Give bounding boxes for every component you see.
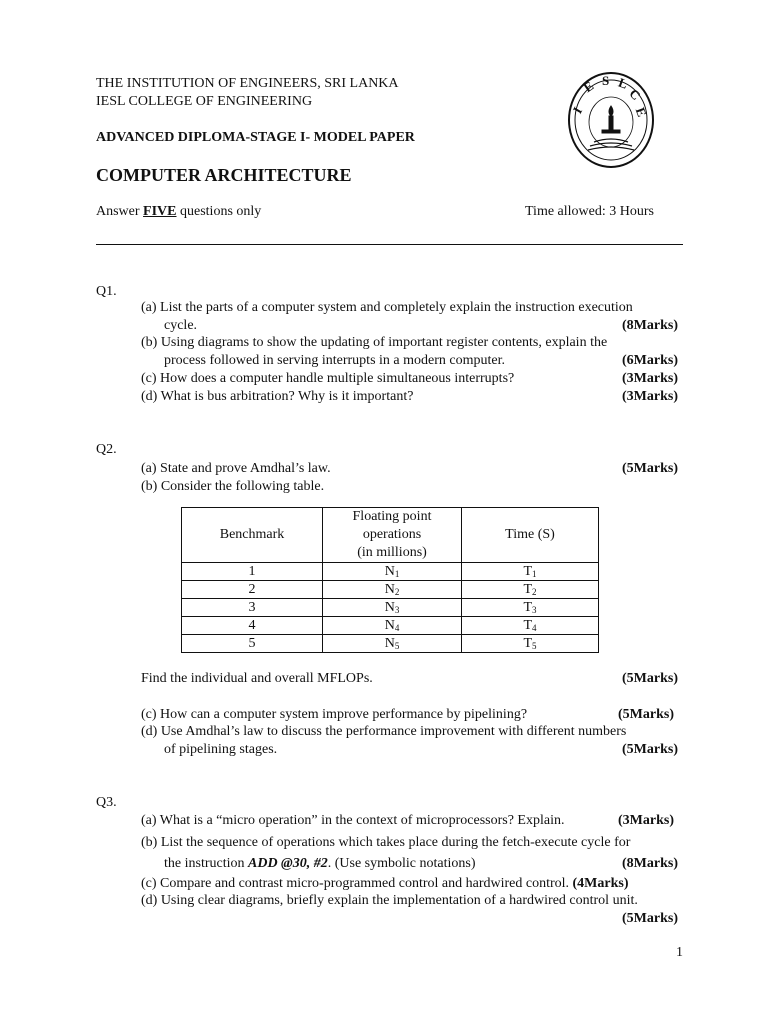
logo-letter: S xyxy=(602,73,610,88)
q1-part-c: (c) How does a computer handle multiple simultaneous interrupts? (3Marks) xyxy=(141,371,678,386)
marks: (5Marks) xyxy=(622,671,678,686)
q2-find-mflops: Find the individual and overall MFLOPs. (5Marks) xyxy=(141,671,678,686)
logo-letter: C xyxy=(626,85,644,104)
question-label-q2: Q2. xyxy=(96,442,117,457)
q2-part-d: (d) Use Amdhal’s law to discuss the performance improvement with different numbers of pipelining stages. (5Marks) xyxy=(141,724,678,757)
marks: (3Marks) xyxy=(622,389,678,404)
time-allowed: Time allowed: 3 Hours xyxy=(525,204,654,219)
answer-instruction: Answer FIVE questions only xyxy=(96,204,262,219)
table-row: 1 $N_1$ $T_1$ xyxy=(182,563,599,581)
logo-letter: E xyxy=(632,105,650,119)
page-number: 1 xyxy=(676,945,683,960)
table-row: 5 $N_5$ $T_5$ xyxy=(182,635,599,653)
question-label-q3: Q3. xyxy=(96,795,117,810)
marks: (8Marks) xyxy=(622,855,678,871)
q3-part-b: (b) List the sequence of operations which takes place during the fetch-execute cycle for the instruction ADD @30, #2. (Use symbolic notations) (8Marks) xyxy=(141,835,678,871)
instruction-text: ADD @30, #2 xyxy=(248,855,328,871)
q3-part-c: (c) Compare and contrast micro-programmed control and hardwired control. (4Marks) xyxy=(141,876,629,891)
subject-title: COMPUTER ARCHITECTURE xyxy=(96,165,352,185)
college-name: IESL COLLEGE OF ENGINEERING xyxy=(96,94,313,109)
iesl-logo xyxy=(566,70,656,170)
header-time: Time (S) xyxy=(462,508,599,563)
q2-part-c: (c) How can a computer system improve performance by pipelining? (5Marks) xyxy=(141,707,674,722)
logo-letter: E xyxy=(580,77,597,96)
question-label-q1: Q1. xyxy=(96,284,117,299)
table-header-row xyxy=(182,508,599,563)
q1-part-d: (d) What is bus arbitration? Why is it important? (3Marks) xyxy=(141,389,678,404)
marks: (8Marks) xyxy=(622,317,678,333)
marks: (5Marks) xyxy=(622,910,678,926)
header-operations: Floating point operations (in millions) xyxy=(323,508,462,563)
logo-letter: I xyxy=(569,104,586,117)
table-row: 4 $N_4$ $T_4$ xyxy=(182,617,599,635)
institution-name: THE INSTITUTION OF ENGINEERS, SRI LANKA xyxy=(96,76,399,91)
q3-part-d: (d) Using clear diagrams, briefly explain the implementation of a hardwired control unit. (5Marks) xyxy=(141,893,678,926)
q1-part-a: (a) List the parts of a computer system and completely explain the instruction execution cycle. (8Marks) xyxy=(141,300,678,333)
marks: (3Marks) xyxy=(618,813,674,828)
marks: (4Marks) xyxy=(572,876,629,891)
header-divider xyxy=(96,244,683,245)
header-benchmark: Benchmark xyxy=(182,508,323,563)
q3-part-a: (a) What is a “micro operation” in the context of microprocessors? Explain. (3Marks) xyxy=(141,813,674,828)
q2-part-a: (a) State and prove Amdhal’s law. (5Marks) xyxy=(141,461,678,476)
marks: (6Marks) xyxy=(622,352,678,368)
answer-count: FIVE xyxy=(143,204,177,219)
marks: (5Marks) xyxy=(622,741,678,757)
marks: (5Marks) xyxy=(618,707,674,722)
benchmark-table xyxy=(181,507,599,653)
q2-part-b: (b) Consider the following table. xyxy=(141,479,325,494)
table-row: 3 $N_3$ $T_3$ xyxy=(182,599,599,617)
marks: (3Marks) xyxy=(622,371,678,386)
paper-title: ADVANCED DIPLOMA-STAGE I- MODEL PAPER xyxy=(96,130,415,145)
marks: (5Marks) xyxy=(622,461,678,476)
q1-part-b: (b) Using diagrams to show the updating of important register contents, explain the process followed in serving interrupts in a modern computer. (6Marks) xyxy=(141,335,678,368)
logo-letter: L xyxy=(616,74,630,92)
table-row: 2 $N_2$ $T_2$ xyxy=(182,581,599,599)
